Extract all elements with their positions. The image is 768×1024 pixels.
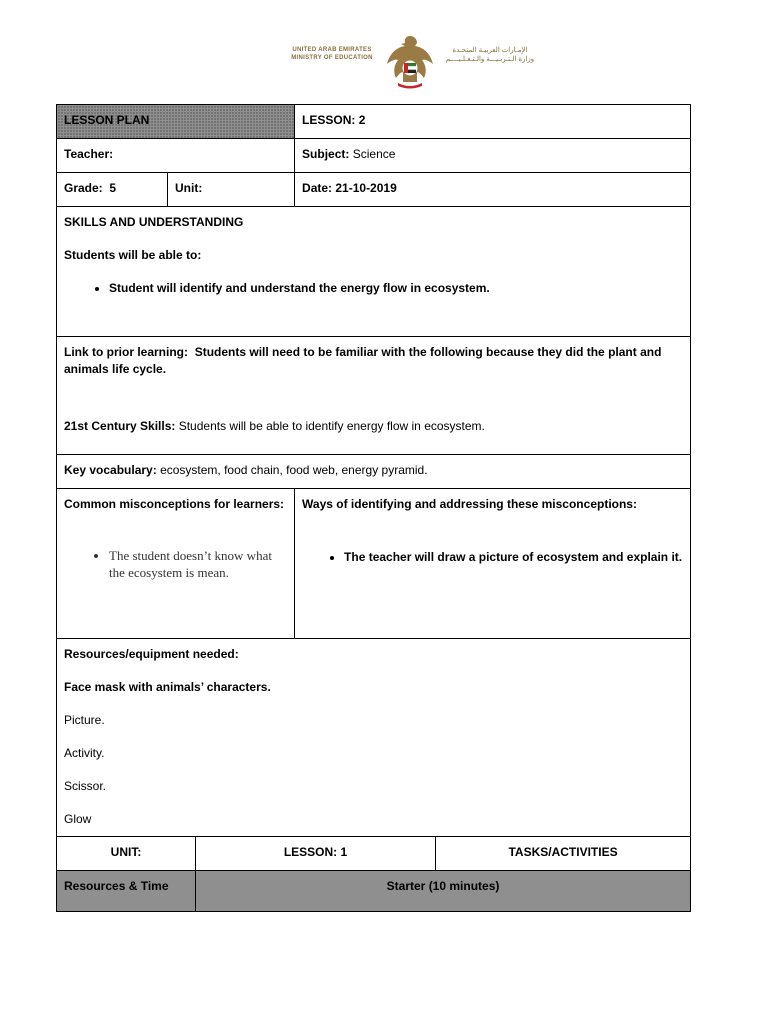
resource-item: Face mask with animals’ characters. bbox=[64, 680, 271, 694]
date-cell bbox=[295, 173, 691, 207]
prior-learning-section bbox=[57, 337, 691, 455]
lesson-plan-label: LESSON PLAN bbox=[64, 113, 150, 127]
footer-lesson-cell bbox=[196, 837, 436, 871]
lesson-cell bbox=[295, 105, 691, 139]
resource-item: Picture. bbox=[64, 713, 105, 727]
footer-unit-cell bbox=[57, 837, 196, 871]
unit-cell bbox=[168, 173, 295, 207]
prior-learning-label: Link to prior learning: bbox=[64, 345, 189, 359]
century-skills-label: 21st Century Skills: bbox=[64, 419, 176, 433]
misconceptions-heading: Common misconceptions for learners: bbox=[64, 497, 285, 511]
resource-item: Scissor. bbox=[64, 779, 107, 793]
addressing-item: • The teacher will draw a picture of ecosystem and explain it. bbox=[344, 549, 683, 566]
lesson-plan-table bbox=[56, 104, 691, 912]
resource-item: Activity. bbox=[64, 746, 105, 760]
misconceptions-list bbox=[64, 547, 287, 581]
lesson-date: Date: 21-10-2019 bbox=[302, 181, 397, 195]
century-skills-body: Students will be able to identify energy flow in ecosystem. bbox=[178, 419, 485, 433]
teacher-cell bbox=[57, 139, 295, 173]
starter-cell bbox=[196, 871, 691, 912]
subject-value: Science bbox=[352, 147, 396, 161]
logo-ar-line-2: وزارة الـتـربـيـــة والـتـعـلـيــــم bbox=[445, 56, 535, 63]
resources-time-cell bbox=[57, 871, 196, 912]
skills-item: • Student will identify and understand the energy flow in ecosystem. bbox=[109, 280, 683, 297]
century-skills-text bbox=[64, 418, 683, 435]
unit-label: Unit: bbox=[175, 181, 203, 195]
vocabulary-list: ecosystem, food chain, food web, energy pyramid. bbox=[160, 463, 428, 477]
resource-item: Glow bbox=[64, 812, 92, 826]
addressing-heading: Ways of identifying and addressing these misconceptions: bbox=[302, 497, 637, 511]
teacher-label: Teacher: bbox=[64, 147, 114, 161]
skills-section bbox=[57, 207, 691, 337]
misconceptions-cell bbox=[57, 489, 295, 639]
prior-learning-body: Students will need to be familiar with the following because they did the plant and animals life cycle. bbox=[64, 345, 662, 376]
logo-text-line-2: MINISTRY OF EDUCATION bbox=[291, 55, 373, 61]
subject-label: Subject: bbox=[302, 147, 350, 161]
lesson-plan-cell bbox=[57, 105, 295, 139]
grade-cell bbox=[57, 173, 168, 207]
addressing-cell bbox=[295, 489, 691, 639]
skills-heading: SKILLS AND UNDERSTANDING bbox=[64, 215, 244, 229]
misconception-item: • The student doesn’t know what the ecosystem is mean. bbox=[109, 547, 285, 581]
footer-tasks-label: TASKS/ACTIVITIES bbox=[508, 845, 618, 859]
resources-heading: Resources/equipment needed: bbox=[64, 647, 239, 661]
addressing-list bbox=[302, 549, 683, 566]
uae-falcon-emblem-icon bbox=[384, 32, 436, 90]
footer-lesson-label: LESSON: 1 bbox=[283, 845, 348, 859]
footer-tasks-cell bbox=[436, 837, 691, 871]
resources-time-label: Resources & Time bbox=[64, 879, 169, 893]
skills-list bbox=[64, 280, 683, 297]
logo-text-line-1: UNITED ARAB EMIRATES bbox=[292, 47, 372, 53]
prior-learning-text bbox=[64, 344, 683, 378]
starter-label: Starter (10 minutes) bbox=[386, 879, 500, 893]
resources-section bbox=[57, 639, 691, 837]
lesson-number: LESSON: 2 bbox=[302, 113, 366, 127]
ministry-name-arabic bbox=[442, 46, 538, 64]
ministry-header bbox=[286, 30, 538, 92]
vocabulary-section bbox=[57, 455, 691, 489]
footer-unit-label: UNIT: bbox=[110, 845, 142, 859]
logo-ar-line-1: الإمـارات العربيـة المتحـدة bbox=[452, 47, 528, 54]
skills-subheading: Students will be able to: bbox=[64, 248, 202, 262]
subject-cell bbox=[295, 139, 691, 173]
ministry-name-english bbox=[286, 46, 378, 62]
grade-label: Grade: 5 bbox=[64, 181, 117, 195]
vocabulary-label: Key vocabulary: bbox=[64, 463, 157, 477]
